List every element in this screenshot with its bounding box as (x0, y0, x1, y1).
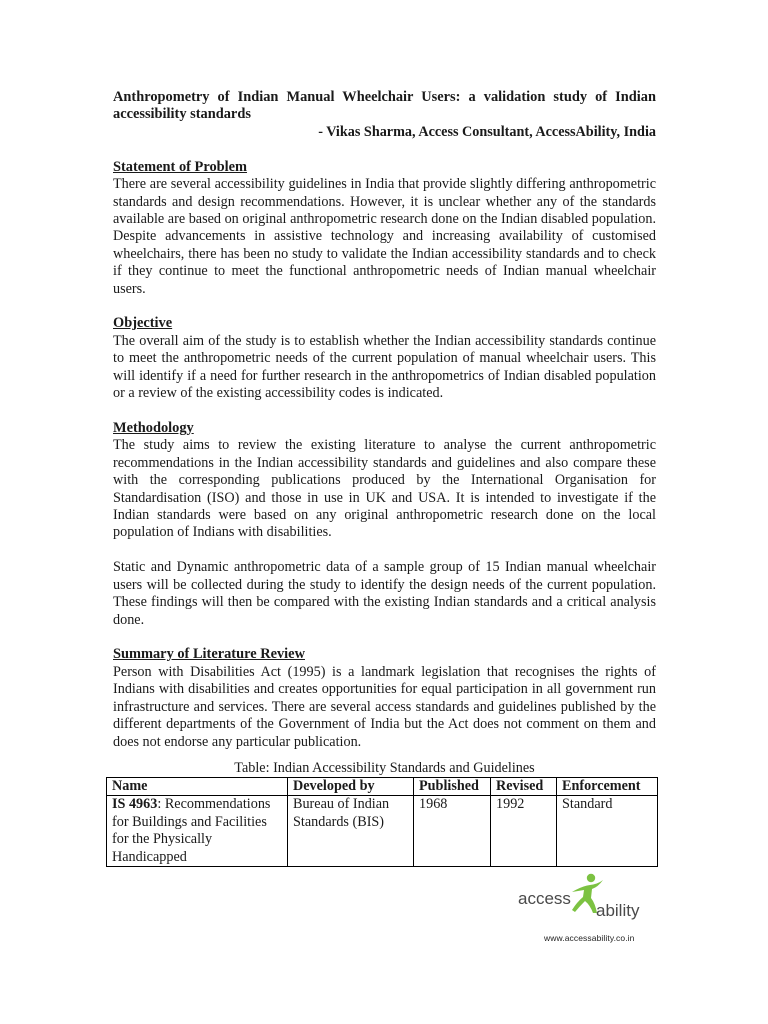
document-content (113, 89, 656, 867)
standards-table (106, 777, 658, 867)
cell-name (107, 796, 288, 867)
document-byline: - Vikas Sharma, Access Consultant, AccessAbility, India (318, 123, 656, 140)
cell-published: 1968 (414, 796, 491, 867)
heading-statement-of-problem: Statement of Problem (113, 158, 248, 175)
cell-developed-by: Bureau of Indian Standards (BIS) (288, 796, 414, 867)
document-title: Anthropometry of Indian Manual Wheelchair Users: a validation study of Indian accessibility standards (113, 89, 656, 123)
table-header-row (107, 777, 658, 795)
literature-paragraph: Person with Disabilities Act (1995) is a landmark legislation that recognises the rights of Indians with disabilities and creates opportunities for equal participation in all government run infrastructure and services. There are several access standards and guidelines published by the different departments of the Government of India but the Act does not comment on them and does not endorse any particular publication. (113, 663, 656, 750)
methodology-paragraph-2: Static and Dynamic anthropometric data of a sample group of 15 Indian manual wheelchair users will be collected during the study to identify the design needs of the current population. These findings will then be compared with the existing Indian standards and a critical analysis done. (113, 559, 656, 628)
objective-paragraph: The overall aim of the study is to establish whether the Indian accessibility standards continue to meet the anthropometric needs of the current population of manual wheelchair users. This will identify if a need for further research in the anthropometrics of Indian disabled population or a review of the existing accessibility codes is indicated. (113, 332, 656, 402)
column-header-enforcement: Enforcement (557, 777, 658, 795)
cell-revised: 1992 (491, 796, 557, 867)
accessability-logo (516, 872, 656, 947)
problem-paragraph: There are several accessibility guidelines in India that provide slightly differing anthropometric standards and design recommendations. However, it is unclear whether any of the standards available are based on original anthropometric research done on the Indian disabled population. Despite advancements in assistive technology and increasing availability of customised wheelchairs, there has been no study to validate the Indian accessibility standards and to check if they continue to meet the functional anthropometric needs of Indian manual wheelchair users. (113, 176, 656, 297)
column-header-name: Name (107, 777, 288, 795)
logo-url: www.accessability.co.in (544, 933, 635, 943)
standard-code: IS 4963 (112, 796, 158, 813)
standard-title: : Recommendations for Buildings and Facilities for the Physically Handicapped (112, 796, 271, 865)
table-caption: Table: Indian Accessibility Standards and Guidelines (234, 759, 535, 776)
heading-literature-review: Summary of Literature Review (113, 646, 305, 663)
logo-word-ability: ability (596, 901, 640, 920)
heading-objective: Objective (113, 315, 173, 332)
methodology-paragraph-1: The study aims to review the existing literature to analyse the current anthropometric recommendations in the Indian accessibility standards and guidelines and also compare these with the corresponding publications produced by the International Organisation for Standardisation (ISO) and those in use in UK and USA. It is intended to investigate if the Indian standards were based on any original anthropometric research done on the local population of Indians with disabilities. (113, 437, 656, 541)
cell-enforcement: Standard (557, 796, 658, 867)
logo-word-access: access (518, 889, 571, 908)
table-row (107, 796, 658, 867)
column-header-developed-by: Developed by (288, 777, 414, 795)
column-header-revised: Revised (491, 777, 557, 795)
heading-methodology: Methodology (113, 420, 194, 436)
column-header-published: Published (414, 777, 491, 795)
